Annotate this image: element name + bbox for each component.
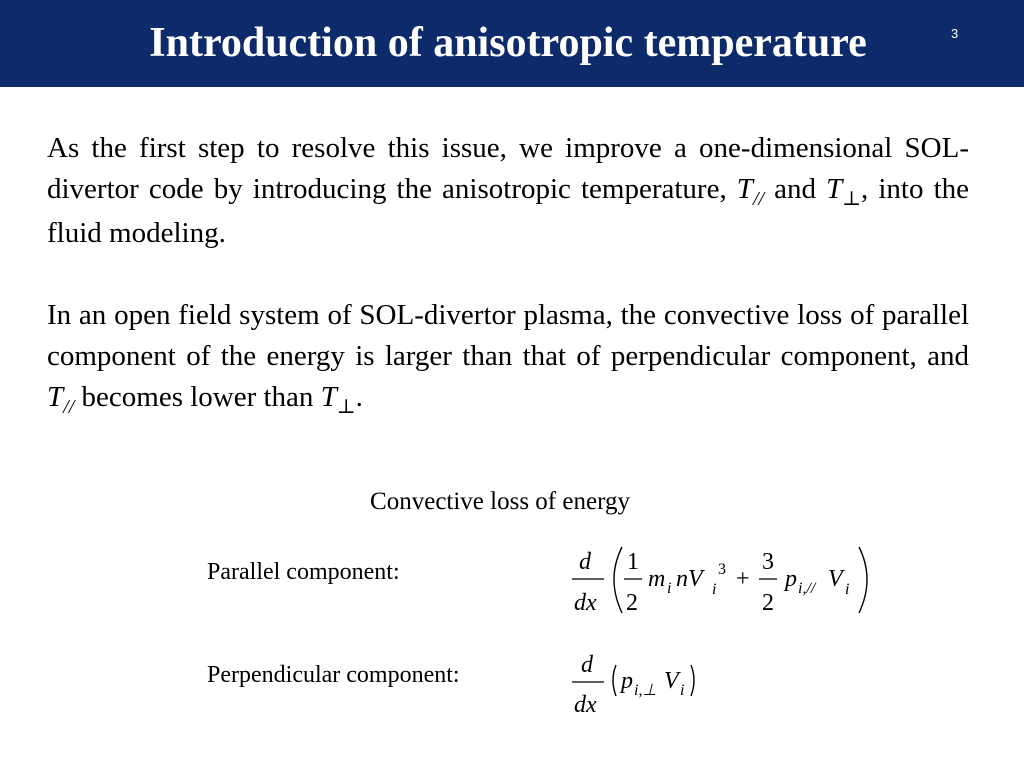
- title-bar: [0, 0, 1024, 87]
- paragraph-1-and: and: [764, 173, 827, 205]
- t-parallel-symbol: T: [47, 381, 64, 413]
- paragraph-1-text-a: As the first step to resolve this issue, we improve a one-dimensional SOL-divertor code by introducing the anisotropic temperature,: [47, 132, 969, 205]
- left-paren: [613, 665, 616, 696]
- cube-exponent: 3: [718, 561, 726, 578]
- v-subscript: i: [712, 581, 717, 598]
- right-paren: [859, 547, 867, 613]
- velocity-symbol: V: [664, 668, 679, 694]
- mass-symbol: m: [648, 566, 666, 592]
- d-numerator: d: [581, 652, 593, 678]
- left-paren: [614, 547, 622, 613]
- t-perp-symbol: T: [320, 381, 337, 413]
- paragraph-1: [47, 128, 969, 254]
- pressure-subscript: i,⊥: [634, 682, 657, 699]
- page-number: 3: [951, 26, 959, 41]
- paragraph-2-end: .: [355, 381, 363, 413]
- half-numerator: 1: [627, 549, 639, 575]
- right-paren: [691, 665, 694, 696]
- t-perp-symbol: T: [826, 173, 843, 205]
- three-halves-numerator: 3: [762, 549, 774, 575]
- t-parallel-symbol: T: [736, 173, 753, 205]
- half-denominator: 2: [626, 590, 638, 616]
- velocity-symbol: V: [828, 566, 843, 592]
- dx-denominator: dx: [574, 590, 597, 616]
- plus-sign: +: [736, 566, 750, 592]
- dx-denominator: dx: [574, 692, 597, 718]
- parallel-subscript: //: [752, 188, 765, 210]
- paragraph-2: [47, 295, 969, 421]
- perpendicular-formula: [572, 652, 694, 718]
- three-halves-denominator: 2: [762, 590, 774, 616]
- perp-subscript: ⊥: [336, 396, 356, 418]
- velocity-subscript: i: [680, 682, 685, 699]
- mass-subscript: i: [667, 580, 672, 597]
- paragraph-2-text-b: becomes lower than: [74, 381, 321, 413]
- pressure-symbol: p: [621, 668, 633, 694]
- nv-symbol: nV: [676, 566, 703, 592]
- perp-subscript: ⊥: [842, 188, 862, 210]
- d-numerator: d: [579, 549, 591, 575]
- parallel-formula: [572, 547, 867, 616]
- parallel-subscript: //: [63, 396, 75, 418]
- pressure-symbol: p: [785, 566, 797, 592]
- equation-caption: Convective loss of energy: [370, 488, 630, 515]
- paragraph-2-text-a: In an open field system of SOL-divertor plasma, the convective loss of parallel component of the energy is larger than that of perpendicular component, and: [47, 299, 969, 372]
- paragraph-1-text-b: , into the fluid modeling.: [47, 173, 969, 249]
- perpendicular-component-label: Perpendicular component:: [207, 662, 460, 688]
- pressure-subscript: i,//: [798, 580, 816, 597]
- equations-figure: [560, 535, 900, 725]
- velocity-subscript: i: [845, 581, 850, 598]
- parallel-component-label: Parallel component:: [207, 559, 400, 585]
- slide-title: Introduction of anisotropic temperature: [149, 20, 867, 66]
